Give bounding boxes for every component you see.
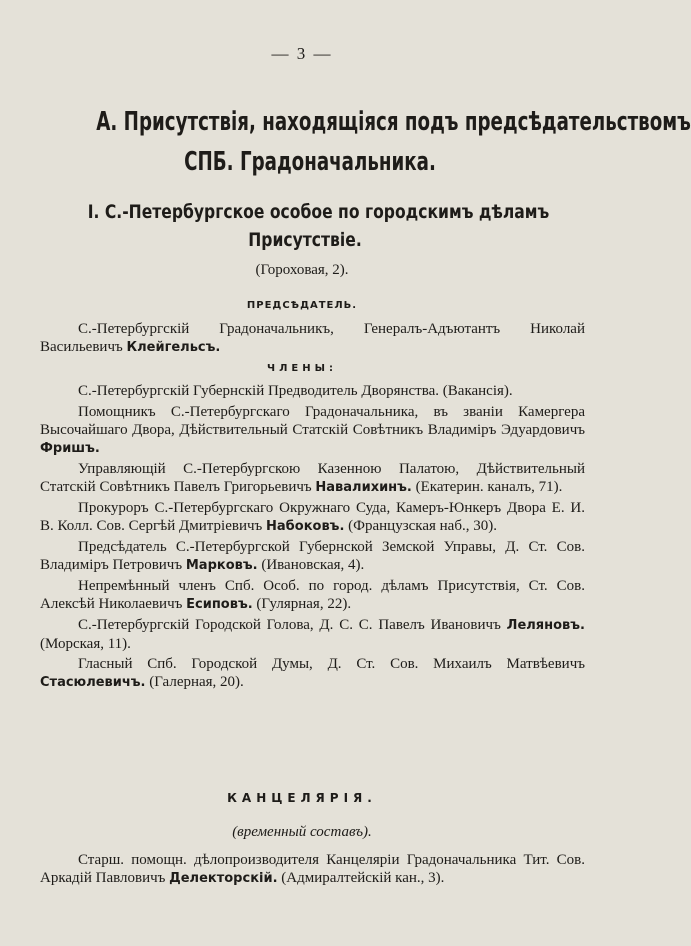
member-text: Помощникъ С.-Петербургскаго Градоначальника, въ званіи Камергера Высочайшаго Двора, Дѣйствительный Статскій Совѣтникъ Владиміръ Эдуардовичъ — [40, 404, 585, 438]
chairman-entry — [40, 320, 585, 357]
member-name: Есиповъ. — [186, 597, 253, 612]
member-address: (Французская наб., 30). — [344, 518, 497, 534]
members-label: ЧЛЕНЫ: — [267, 363, 337, 374]
member-name: Навалихинъ. — [315, 480, 412, 495]
member-entry — [40, 577, 585, 614]
member-entry — [40, 616, 585, 653]
chancery-text: Старш. помощн. дѣлопроизводителя Канцеляріи Градоначальника Тит. Сов. Аркадій Павловичъ — [40, 852, 585, 886]
member-text: Предсѣдатель С.-Петербургской Губернской Земской Управы, Д. Ст. Сов. Владиміръ Петровичъ — [40, 539, 585, 573]
member-entry — [40, 499, 585, 536]
chancery-label: КАНЦЕЛЯРІЯ. — [227, 791, 377, 805]
member-address: (Галерная, 20). — [145, 674, 244, 690]
member-entry — [40, 538, 585, 575]
title-line-1: А. Присутствія, находящіяся подъ предсѣдательствомъ — [96, 107, 691, 137]
member-text: С.-Петербургскій Губернскій Предводитель Дворянства. (Вакансія). — [78, 383, 513, 399]
member-address: (Екатерин. каналъ, 71). — [411, 479, 563, 495]
member-entry — [40, 655, 585, 692]
members-list — [40, 382, 585, 694]
chancery-composition: (временный составъ). — [232, 824, 372, 840]
member-text: Непремѣнный членъ Спб. Особ. по город. дѣламъ Присутствія, Ст. Сов. Алексѣй Николаевичъ — [40, 578, 585, 612]
member-name: Марковъ. — [185, 558, 258, 573]
member-name: Леляновъ. — [506, 618, 585, 633]
section-address: (Гороховая, 2). — [255, 262, 349, 278]
section-heading-line-1: I. С.-Петербургское особое по городскимъ дѣламъ — [87, 201, 550, 223]
member-text: С.-Петербургскій Городской Голова, Д. С. С. Павелъ Ивановичъ — [78, 617, 507, 633]
chancery-entry — [40, 851, 585, 888]
section-heading-line-2: Присутствіе. — [248, 229, 362, 251]
member-name: Фришъ. — [40, 441, 100, 456]
member-address: (Морская, 11). — [40, 636, 131, 652]
chairman-text: С.-Петербургскій Градоначальникъ, Генералъ-Адъютантъ Николай Васильевичъ — [40, 321, 585, 355]
member-name: Стасюлевичъ. — [40, 675, 146, 690]
member-entry — [40, 403, 585, 458]
chancery-name: Делекторскій. — [169, 871, 278, 886]
member-name: Набоковъ. — [266, 519, 345, 534]
chairman-label: ПРЕДСѢДАТЕЛЬ. — [246, 300, 358, 311]
member-entry — [40, 460, 585, 497]
member-address: (Гулярная, 22). — [252, 596, 352, 612]
member-text: Прокуроръ С.-Петербургскаго Окружнаго Суда, Камеръ-Юнкеръ Двора Е. И. В. Колл. Сов. Сергѣй Дмитріевичъ — [40, 500, 585, 534]
title-line-2: СПБ. Градоначальника. — [184, 147, 436, 177]
chairman-name: Клейгельсъ. — [126, 340, 221, 355]
page-number: — 3 — — [271, 44, 333, 63]
section-heading — [87, 198, 550, 254]
member-text: Гласный Спб. Городской Думы, Д. Ст. Сов. Михаилъ Матвѣевичъ — [78, 656, 585, 672]
member-address: (Ивановская, 4). — [257, 557, 365, 573]
member-entry — [40, 382, 585, 401]
chancery-address: (Адмиралтейскій кан., 3). — [277, 870, 445, 886]
member-text: Управляющій С.-Петербургскою Казенною Палатою, Дѣйствительный Статскій Совѣтникъ Павелъ Григорьевичъ — [40, 461, 585, 495]
page-title — [96, 102, 691, 182]
